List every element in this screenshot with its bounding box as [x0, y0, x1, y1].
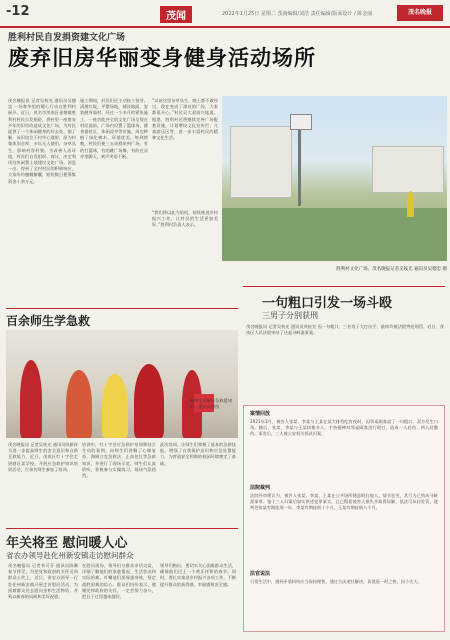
photo-building-left	[230, 126, 292, 198]
photo-student-2	[66, 370, 92, 438]
right-story-intro: 茂名晚报讯 记者吴枝光 通讯员茂检宣 因一句粗口，三名男子大打出手，最终均被法院判处刑罚。近日，茂南区人民法院审结了这起寻衅滋事案。	[246, 324, 444, 336]
left-story-title: 百余师生学急救	[6, 314, 91, 328]
lead-column-2: 施工期间，村民们还主动投工投劳，清理垃圾，平整场地，铺设地面，安装健身器材。经过一个多月的紧张施工，一座功能齐全的文化广场呈现在村民面前。广场内设置了篮球场、健身器材区、休闲凉亭等设施，周边种植了绿化树木，环境优美。每到傍晚，村民们便三五成群来到广场，有的打篮球，有的跳广场舞，有的在凉亭里聊天，欢声笑语不断。	[80, 98, 148, 159]
bottom-story-column-1: 茂名晚报讯 记者李可芬 通讯员陈琳 春节将至，为把党和政府的关怀送到群众心坎上，近日，省农办领导一行赴化州新安镇开展走访慰问活动，为困难群众送去慰问金和生活物资，并致以新春的问候和美好祝愿。	[8, 563, 78, 600]
box-header-advice: 法官说法	[250, 571, 271, 577]
lead-column-1: 茂名晚报讯 记者吴枝光 通讯员吴德忠 一场寒冬里的暖心行动在胜利村展开。近日，茂名市茂南区金塘镇胜利村村民自发捐资，将村里一座废弃多年的旧房改造成文化广场，为村民提供了一个休闲健身的好去处。据了解，该旧房位于村中心地带，原为村集体旧仓库，多年无人使用，杂草丛生，影响村容村貌。为改善人居环境，村民们自发组织、商议，决定利用这块闲置土地建设文化广场。消息一出，得到了全村村民的积极响应，大家纷纷慷慨解囊，短短数日便筹集资金十余万元。	[8, 98, 76, 184]
lead-photo-caption: 胜利村文化广场。茂名晚报记者吴枝光 通讯员吴德忠 摄	[336, 267, 447, 272]
bottom-story-title: 年关将至 慰问暖人心	[6, 536, 128, 551]
box-text-verdict: 法院经审理认为，被告人张某、李某、王某在公共场所随意殴打他人，情节恶劣，其行为已构成寻衅滋事罪。鉴于三人归案后如实供述犯罪事实，且已赔偿被害人损失并取得谅解，依法可从轻处罚。遂判处张某有期徒刑一年，李某有期徒刑十个月，王某有期徒刑八个月。	[250, 493, 438, 511]
page-number: -12	[6, 4, 30, 19]
left-story-column-1: 茂名晚报讯 记者吴枝光 通讯员陈新祥 为进一步提高师生的安全意识和自救互救能力，近日，茂南区红十字会走进辖区某学校，开展应急救护知识培训活动，百余名师生参加了培训。	[8, 442, 78, 472]
lead-column-4: “我们将以此为契机，持续推进乡村振兴工作，让村民的生活更加美好。”胜利村负责人表示。	[152, 210, 218, 228]
photo-player	[407, 191, 414, 217]
box-text-advice: 日常生活中，遇到矛盾纠纷应当保持理智，通过合法途径解决，切莫逞一时之快，因小失大。	[250, 579, 422, 584]
section-tag: 茂闻	[160, 6, 192, 23]
bottom-story-column-3: 领导们指出，要切实关心困难群众生活，确保他们过上一个欢乐祥和的春节。同时，要扎实推进乡村振兴各项工作，不断提升群众的获得感、幸福感和安全感。	[160, 563, 236, 587]
date-line: 2022年1月25日 星期二 茂南编辑/刘浩 责任编辑/版面设计 / 陈金丽	[222, 11, 373, 17]
first-aid-caption: 向师生讲解应急救援知识。通讯员供图	[190, 398, 232, 409]
first-aid-photo	[6, 330, 238, 438]
left-story-column-2: 培训中，红十字会应急救护培训师结合生动的案例，向师生们讲解了心肺复苏、海姆立克急救法、止血包扎等急救知识，并进行了现场示范。师生们认真聆听，积极参与实操练习，现场气氛热烈。	[82, 442, 156, 479]
lead-column-3: “以前这里杂草丛生，晚上都不敢经过，现在变成了漂亮的广场，大家都很开心。”村民吴大叔高兴地说。据悉，胜利村还将继续完善广场配套设施，计划增设文化宣传栏、儿童游乐区等，进一步丰富村民的精神文化生活。	[152, 98, 218, 141]
bottom-story-subtitle: 省农办领导赴化州新安镇走访慰问群众	[6, 551, 134, 560]
bottom-story-column-2: 在慰问现场，领导们与群众亲切交谈，详细了解他们的家庭情况、生活状况和实际困难，叮嘱他们要保重身体，坚定战胜困难的信心。群众们纷纷表示，感谢党和政府的关怀，一定会努力奋斗，把日子过得越来越好。	[82, 563, 156, 600]
right-story-rule	[243, 286, 445, 287]
photo-trainer	[134, 364, 164, 438]
left-story-rule	[6, 308, 238, 309]
box-header-verdict: 法院裁判	[250, 485, 271, 491]
box-text-case: 2021年3月，被告人张某、李某与王某在某大排档吃宵夜时，因邻桌顾客说了一句粗口，双方发生口角。随后，张某、李某与王某纠集多人，手持棍棒对邻桌顾客进行殴打，造成一人轻伤、两人轻微伤。事发后，三人被公安机关抓获归案。	[250, 419, 438, 437]
right-story-box	[243, 405, 445, 632]
lead-photo	[222, 96, 447, 261]
photo-student-1	[20, 360, 42, 438]
box-header-case: 案情回放	[250, 411, 271, 417]
right-story-title: 一句粗口引发一场斗殴	[262, 296, 393, 311]
photo-building-right	[372, 146, 444, 193]
lead-kicker: 胜利村民自发捐资建文化广场	[8, 33, 126, 43]
bottom-story-rule	[6, 528, 238, 529]
newspaper-logo: 茂名晚报	[397, 5, 443, 21]
photo-hoop-board	[290, 114, 312, 130]
lead-headline: 废弃旧房华丽变身健身活动场所	[8, 45, 316, 70]
left-story-column-3: 此次培训，让师生们掌握了基本的急救技能，增强了自我保护意识和应急处置能力，为营造安全和谐的校园环境奠定了基础。	[160, 442, 236, 466]
right-story-subtitle: 三男子分别获刑	[262, 311, 318, 320]
photo-trainee	[102, 374, 128, 438]
